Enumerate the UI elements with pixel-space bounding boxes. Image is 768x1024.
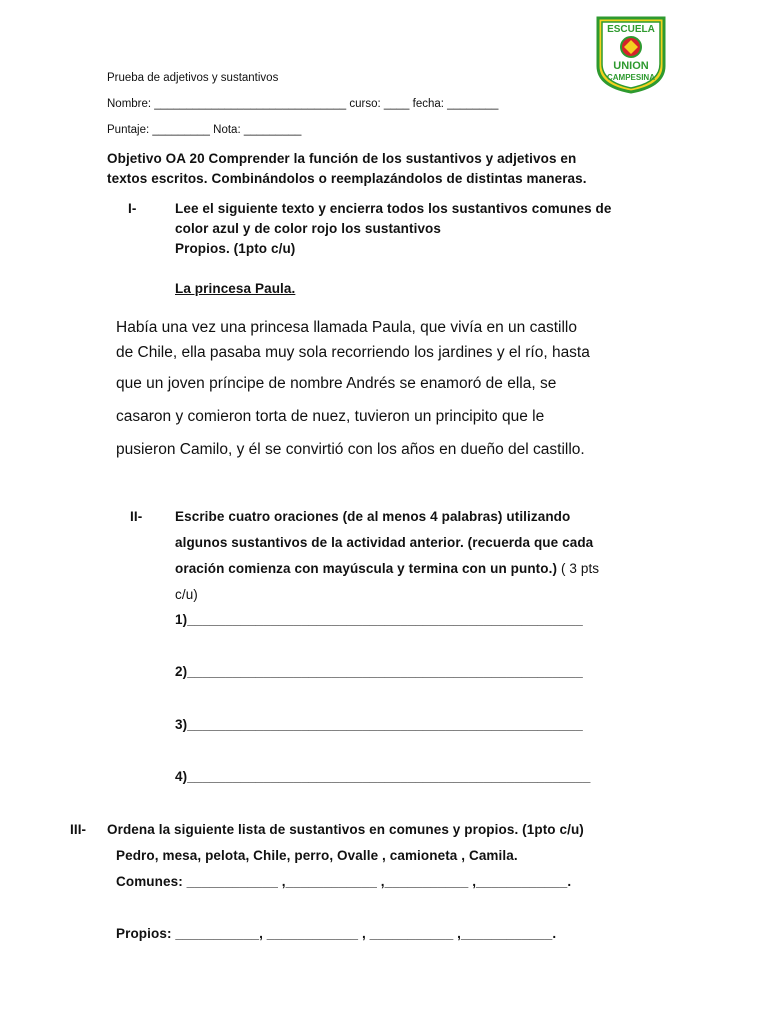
- story-line-2: de Chile, ella pasaba muy sola recorriendo los jardines y el río, hasta: [116, 344, 590, 361]
- section-3-number: III-: [70, 822, 87, 837]
- objective-line-2: textos escritos. Combinándolos o reemplazándolos de distintas maneras.: [107, 171, 587, 186]
- section-1-number: I-: [128, 201, 137, 216]
- objective-line-1: Objetivo OA 20 Comprender la función de los sustantivos y adjetivos en: [107, 151, 577, 166]
- answer-line-3[interactable]: 3)____________________________________________________: [175, 717, 583, 732]
- section-1-line-2: color azul y de color rojo los sustantivos: [175, 221, 442, 236]
- school-logo: [594, 14, 668, 94]
- logo-mid-text: UNION: [613, 60, 649, 72]
- nombre-line: Nombre: ______________________________ curso: ____ fecha: ________: [107, 98, 499, 110]
- story-title: La princesa Paula.: [175, 281, 296, 296]
- section-2-line-1: Escribe cuatro oraciones (de al menos 4 palabras) utilizando: [175, 509, 571, 524]
- section-3-instruction: Ordena la siguiente lista de sustantivos en comunes y propios. (1pto c/u): [107, 822, 584, 837]
- story-line-5: pusieron Camilo, y él se convirtió con los años en dueño del castillo.: [116, 441, 585, 458]
- story-line-4: casaron y comieron torta de nuez, tuvieron un principito que le: [116, 408, 545, 425]
- section-2-line-3-text: oración comienza con mayúscula y termina con un punto.): [175, 561, 558, 576]
- propios-line[interactable]: Propios: ___________, ____________ , ___________ ,____________.: [116, 926, 557, 941]
- comunes-line[interactable]: Comunes: ____________ ,____________ ,___________ ,____________.: [116, 874, 572, 889]
- answer-line-1[interactable]: 1)____________________________________________________: [175, 612, 583, 627]
- section-2-points-cont: c/u): [175, 587, 198, 602]
- test-title: Prueba de adjetivos y sustantivos: [107, 72, 279, 84]
- puntaje-line: Puntaje: _________ Nota: _________: [107, 124, 302, 136]
- story-line-1: Había una vez una princesa llamada Paula, que vivía en un castillo: [116, 319, 577, 336]
- logo-top-text: ESCUELA: [607, 24, 655, 35]
- section-2-points: ( 3 pts: [560, 561, 600, 576]
- section-1-line-1: Lee el siguiente texto y encierra todos los sustantivos comunes de: [175, 201, 612, 216]
- section-2-line-3: [175, 561, 599, 576]
- story-line-3: que un joven príncipe de nombre Andrés se enamoró de ella, se: [116, 375, 557, 392]
- answer-line-2[interactable]: 2)____________________________________________________: [175, 664, 583, 679]
- section-1-line-3: Propios. (1pto c/u): [175, 241, 296, 256]
- logo-bottom-text: CAMPESINA: [606, 73, 656, 82]
- section-3-word-list: Pedro, mesa, pelota, Chile, perro, Ovalle , camioneta , Camila.: [116, 848, 518, 863]
- section-2-number: II-: [130, 509, 143, 524]
- section-2-line-2: algunos sustantivos de la actividad anterior. (recuerda que cada: [175, 535, 594, 550]
- answer-line-4[interactable]: 4)_____________________________________________________: [175, 769, 591, 784]
